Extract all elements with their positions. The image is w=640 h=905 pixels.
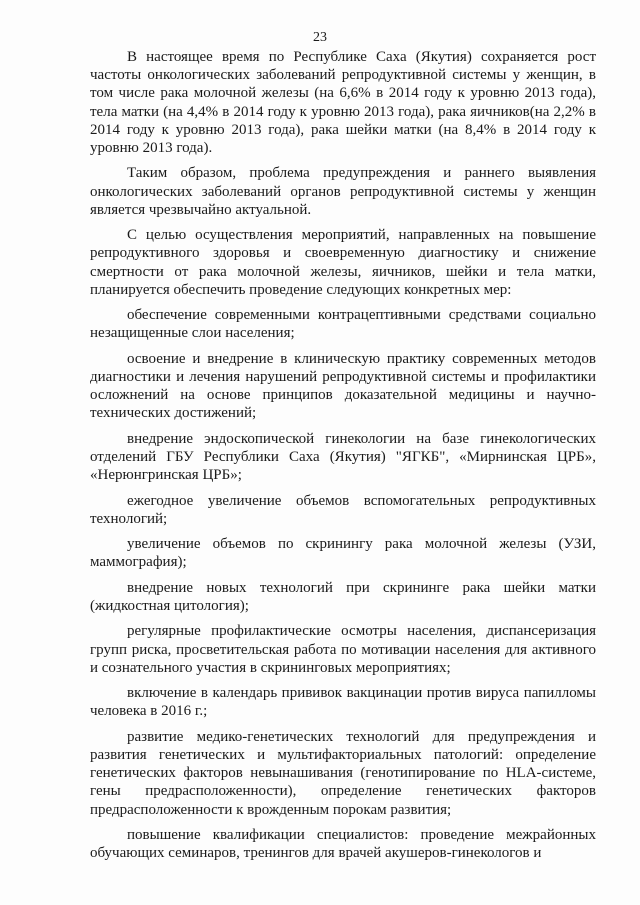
measure-preventive-exams: регулярные профилактические осмотры населения, диспансеризация групп риска, просветительская работа по мотивации населения для активного и сознательного участия в скрининговых мероприятиях;	[90, 623, 596, 676]
measure-cervical-screening: внедрение новых технологий при скрининге рака шейки матки (жидкостная цитология);	[90, 579, 596, 614]
paragraph-measures-intro: С целью осуществления мероприятий, направленных на повышение репродуктивного здоровья и своевременную диагностику и снижение смертности от рака молочной железы, яичников, шейки и тела матки, планируется обеспечить проведение следующих конкретных мер:	[90, 227, 596, 298]
measure-assisted-reproduction: ежегодное увеличение объемов вспомогательных репродуктивных технологий;	[90, 492, 596, 527]
measure-medical-genetics: развитие медико-генетических технологий для предупреждения и развития генетических и мультифакториальных патологий: определение генетических факторов невынашивания (генотипирование по HLA-системе, гены предрасположенности), определение генетических факторов предрасположенности к врожденным порокам развития;	[90, 728, 596, 818]
paragraph-problem-relevance: Таким образом, проблема предупреждения и раннего выявления онкологических заболеваний органов репродуктивной системы у женщин является чрезвычайно актуальной.	[90, 165, 596, 218]
measure-breast-screening: увеличение объемов по скринингу рака молочной железы (УЗИ, маммография);	[90, 536, 596, 571]
measure-clinical-methods: освоение и внедрение в клиническую практику современных методов диагностики и лечения нарушений репродуктивной системы и профилактики осложнений на основе принципов доказательной медицины и научно-технических достижений;	[90, 350, 596, 422]
measure-specialist-training: повышение квалификации специалистов: проведение межрайонных обучающих семинаров, тренингов для врачей акушеров-гинекологов и	[90, 826, 596, 862]
measure-endoscopic-gynecology: внедрение эндоскопической гинекологии на базе гинекологических отделений ГБУ Республики Саха (Якутия) "ЯГКБ", «Мирнинская ЦРБ», «Нерюнгринская ЦРБ»;	[90, 430, 596, 484]
page-number: 23	[313, 30, 327, 45]
paragraph-incidence-growth: В настоящее время по Республике Саха (Якутия) сохраняется рост частоты онкологических заболеваний репродуктивной системы у женщин, в том числе рака молочной железы (на 6,6% в 2014 году к уровню 2013 года), тела матки (на 4,4% в 2014 году к уровню 2013 года), рака яичников(на 2,2% в 2014 году к уровню 2013 года), рака шейки матки (на 8,4% в 2014 году к уровню 2013 года).	[90, 49, 596, 157]
document-body	[90, 48, 596, 870]
measure-contraception: обеспечение современными контрацептивными средствами социально незащищенные слои населения;	[90, 307, 596, 342]
measure-hpv-vaccination: включение в календарь прививок вакцинации против вируса папилломы человека в 2016 г.;	[90, 685, 596, 720]
